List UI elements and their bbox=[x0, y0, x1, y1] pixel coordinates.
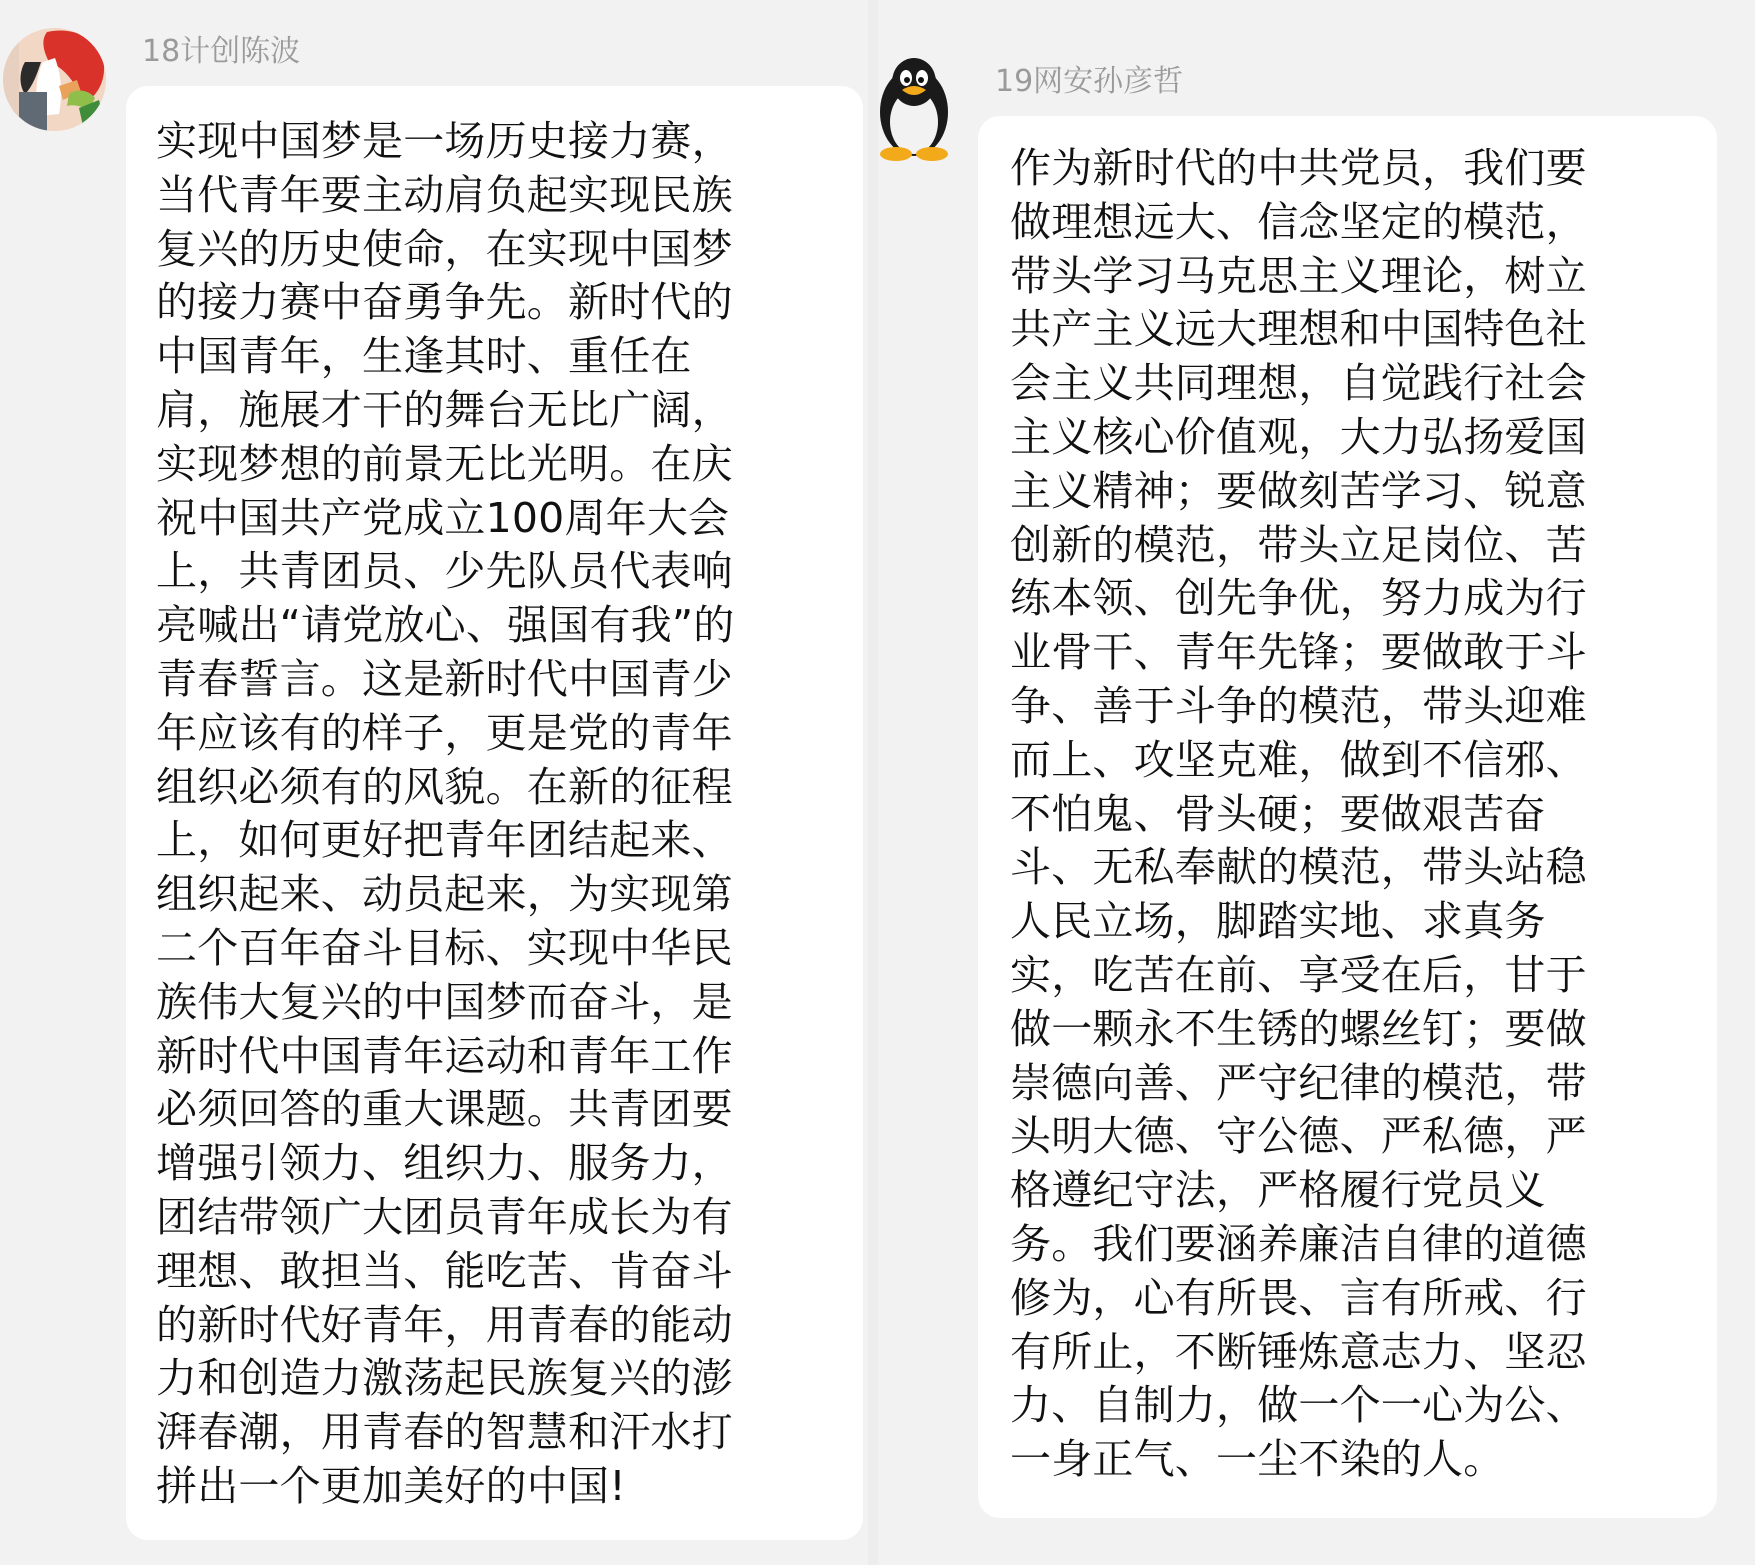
message-line: 有所止，不断锤炼意志力、坚忍 bbox=[1010, 1327, 1587, 1376]
message-line: 理想、敢担当、能吃苦、肯奋斗 bbox=[156, 1246, 733, 1295]
sender-name: 19网安孙彦哲 bbox=[995, 64, 1184, 99]
message-line: 肩，施展才干的舞台无比广阔， bbox=[156, 385, 733, 434]
message-line: 修为，心有所畏、言有所戒、行 bbox=[1010, 1273, 1587, 1322]
message-line: 头明大德、守公德、严私德，严 bbox=[1010, 1112, 1587, 1161]
message-line: 做理想远大、信念坚定的模范， bbox=[1010, 197, 1587, 246]
message-line: 拼出一个更加美好的中国! bbox=[156, 1461, 626, 1510]
message-line: 作为新时代的中共党员，我们要 bbox=[1010, 144, 1587, 192]
message-line: 共产主义远大理想和中国特色社 bbox=[1010, 305, 1587, 354]
message-bubble[interactable] bbox=[978, 116, 1717, 1518]
avatar-cartoon-icon-graphic bbox=[3, 28, 106, 131]
message-bubble[interactable] bbox=[126, 86, 863, 1540]
message-line: 崇德向善、严守纪律的模范，带 bbox=[1010, 1058, 1587, 1107]
message-line: 增强引领力、组织力、服务力， bbox=[156, 1139, 733, 1188]
message-line: 力和创造力激荡起民族复兴的澎 bbox=[156, 1354, 733, 1403]
message-line: 组织起来、动员起来，为实现第 bbox=[156, 870, 733, 919]
message-line: 争、善于斗争的模范，带头迎难 bbox=[1010, 681, 1587, 730]
message-line: 而上、攻坚克难，做到不信邪、 bbox=[1010, 735, 1587, 784]
message-line: 上，共青团员、少先队员代表响 bbox=[156, 547, 733, 596]
message-line: 年应该有的样子，更是党的青年 bbox=[156, 708, 733, 757]
message-line: 新时代中国青年运动和青年工作 bbox=[156, 1031, 733, 1080]
message-line: 做一颗永不生锈的螺丝钉；要做 bbox=[1010, 1004, 1587, 1053]
message-line: 带头学习马克思主义理论，树立 bbox=[1010, 251, 1587, 300]
message-line: 一身正气、一尘不染的人。 bbox=[1010, 1435, 1505, 1484]
message-line: 业骨干、青年先锋；要做敢于斗 bbox=[1010, 628, 1587, 677]
message-line: 湃春潮，用青春的智慧和汗水打 bbox=[156, 1408, 733, 1457]
message-line: 实，吃苦在前、享受在后，甘于 bbox=[1010, 950, 1587, 999]
message-line: 祝中国共产党成立100周年大会 bbox=[156, 493, 730, 542]
message-line: 族伟大复兴的中国梦而奋斗，是 bbox=[156, 977, 733, 1026]
message-line: 主义核心价值观，大力弘扬爱国 bbox=[1010, 412, 1587, 461]
message-line: 团结带领广大团员青年成长为有 bbox=[156, 1192, 733, 1241]
sender-name: 18计创陈波 bbox=[142, 34, 301, 69]
message-line: 中国青年，生逢其时、重任在 bbox=[156, 332, 692, 381]
message-line: 实现中国梦是一场历史接力赛， bbox=[156, 117, 733, 165]
message-line: 二个百年奋斗目标、实现中华民 bbox=[156, 923, 733, 972]
message-line: 主义精神；要做刻苦学习、锐意 bbox=[1010, 466, 1587, 515]
message-line: 格遵纪守法，严格履行党员义 bbox=[1010, 1166, 1546, 1215]
message-line: 实现梦想的前景无比光明。在庆 bbox=[156, 439, 733, 488]
message-line: 创新的模范，带头立足岗位、苦 bbox=[1010, 520, 1587, 569]
message-line: 会主义共同理想，自觉践行社会 bbox=[1010, 359, 1587, 408]
message-line: 不怕鬼、骨头硬；要做艰苦奋 bbox=[1010, 789, 1546, 838]
message-line: 的新时代好青年，用青春的能动 bbox=[156, 1300, 733, 1349]
message-line: 练本领、创先争优，努力成为行 bbox=[1010, 574, 1587, 623]
message-line: 斗、无私奉献的模范，带头站稳 bbox=[1010, 843, 1587, 892]
message-line: 务。我们要涵养廉洁自律的道德 bbox=[1010, 1219, 1587, 1268]
message-line: 当代青年要主动肩负起实现民族 bbox=[156, 170, 733, 219]
message-line: 的接力赛中奋勇争先。新时代的 bbox=[156, 278, 733, 327]
avatar-cartoon-icon[interactable] bbox=[3, 28, 106, 131]
penguin-icon-graphic bbox=[872, 52, 956, 162]
penguin-icon[interactable] bbox=[872, 52, 956, 162]
message-line: 组织必须有的风貌。在新的征程 bbox=[156, 762, 733, 811]
message-line: 青春誓言。这是新时代中国青少 bbox=[156, 654, 733, 703]
message-line: 亮喊出“请党放心、强国有我”的 bbox=[156, 601, 735, 650]
message-line: 人民立场，脚踏实地、求真务 bbox=[1010, 897, 1546, 946]
message-line: 力、自制力，做一个一心为公、 bbox=[1010, 1381, 1587, 1430]
message-line: 必须回答的重大课题。共青团要 bbox=[156, 1085, 733, 1134]
message-line: 上，如何更好把青年团结起来、 bbox=[156, 816, 733, 865]
message-line: 复兴的历史使命，在实现中国梦 bbox=[156, 224, 733, 273]
